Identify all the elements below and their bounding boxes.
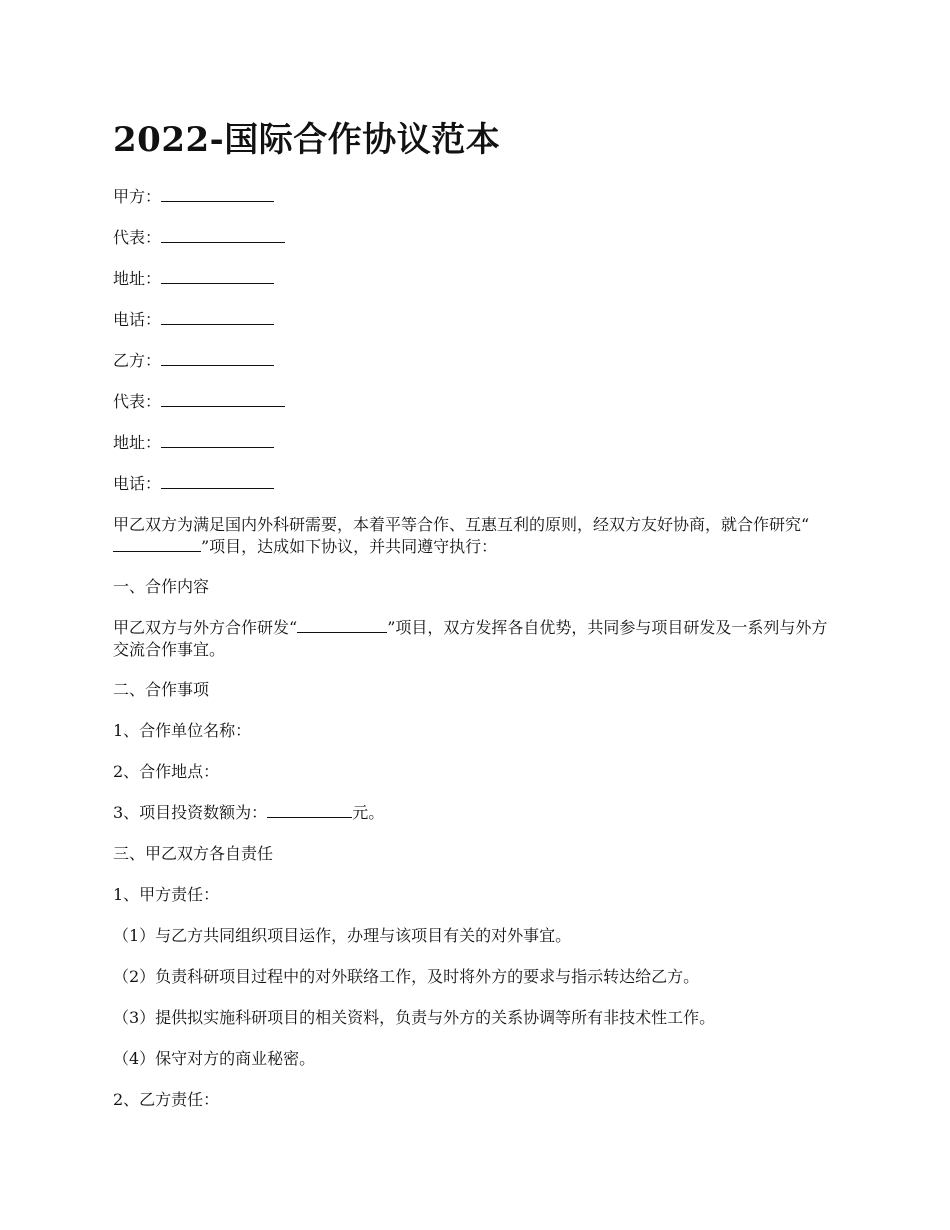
- blank-line: [113, 536, 201, 552]
- intro-text-pre: 甲乙双方为满足国内外科研需要，本着平等合作、互惠互利的原则，经双方友好协商，就合作研究“: [113, 515, 810, 534]
- party-b-address-field: [113, 432, 274, 454]
- blank-line: [267, 802, 352, 818]
- blank-line: [161, 473, 274, 489]
- section-1-body: [113, 617, 840, 661]
- item-3-text-post: 元。: [352, 803, 385, 822]
- blank-line: [161, 309, 274, 325]
- party-a-responsibility-item: （4）保守对方的商业秘密。: [113, 1049, 316, 1068]
- section-1-text-pre: 甲乙双方与外方合作研发“: [113, 618, 298, 637]
- party-a-name-field: [113, 186, 274, 208]
- party-b-responsibilities-heading: 2、乙方责任：: [113, 1090, 220, 1109]
- party-a-phone-field: [113, 309, 274, 331]
- field-label: 地址：: [113, 269, 162, 288]
- party-a-responsibility-item: （2）负责科研项目过程中的对外联络工作，及时将外方的要求与指示转达给乙方。: [113, 967, 700, 986]
- section-1-text-post: ”项目，双方发挥各自优势，共同参与项目研发及一系列与外方交流合作事宜。: [113, 618, 828, 659]
- party-b-name-field: [113, 350, 274, 372]
- field-label: 电话：: [113, 474, 162, 493]
- party-a-responsibility-item: （3）提供拟实施科研项目的相关资料，负责与外方的关系协调等所有非技术性工作。: [113, 1008, 716, 1027]
- field-label: 乙方：: [113, 351, 162, 370]
- party-b-representative-field: [113, 391, 285, 413]
- intro-paragraph: [113, 514, 840, 558]
- blank-line: [161, 268, 274, 284]
- field-label: 代表：: [113, 392, 162, 411]
- section-2-item-3: [113, 802, 384, 824]
- section-1-heading: 一、合作内容: [113, 577, 210, 596]
- blank-line: [161, 350, 274, 366]
- blank-line: [161, 391, 285, 407]
- party-a-responsibility-item: （1）与乙方共同组织项目运作，办理与该项目有关的对外事宜。: [113, 926, 572, 945]
- party-a-representative-field: [113, 227, 285, 249]
- field-label: 甲方：: [113, 187, 162, 206]
- party-a-responsibilities-heading: 1、甲方责任：: [113, 885, 220, 904]
- document-title: 2022-国际合作协议范本: [113, 120, 501, 160]
- party-b-phone-field: [113, 473, 274, 495]
- section-2-item-2: 2、合作地点：: [113, 762, 220, 781]
- field-label: 代表：: [113, 228, 162, 247]
- intro-text-post: ”项目，达成如下协议，并共同遵守执行：: [201, 537, 498, 556]
- section-3-heading: 三、甲乙双方各自责任: [113, 844, 274, 863]
- item-3-text-pre: 3、项目投资数额为：: [113, 803, 268, 822]
- party-a-address-field: [113, 268, 274, 290]
- blank-line: [161, 186, 274, 202]
- blank-line: [161, 227, 285, 243]
- blank-line: [161, 432, 274, 448]
- field-label: 地址：: [113, 433, 162, 452]
- field-label: 电话：: [113, 310, 162, 329]
- blank-line: [297, 617, 387, 633]
- section-2-heading: 二、合作事项: [113, 680, 210, 699]
- section-2-item-1: 1、合作单位名称：: [113, 721, 252, 740]
